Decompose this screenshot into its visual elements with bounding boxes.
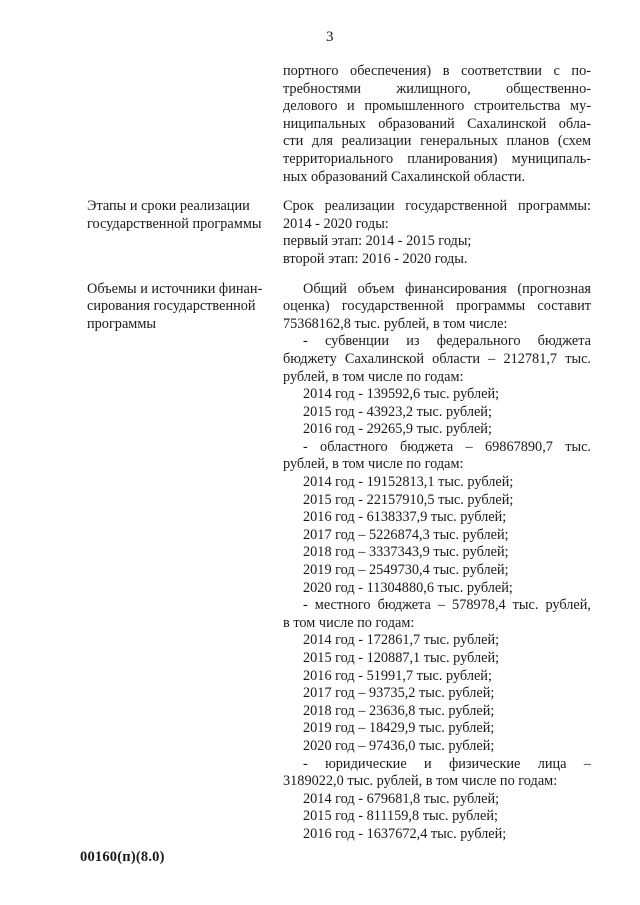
section-label-financing (87, 281, 283, 844)
text-line: 2014 год - 19152813,1 тыс. рублей; (303, 474, 514, 491)
text-line: 2017 год – 5226874,3 тыс. рублей; (303, 526, 509, 543)
page-number: 3 (326, 29, 334, 45)
text-line: бюджету Сахалинской области – 212781,7 тыс. (283, 350, 591, 367)
text-line: 2015 год - 120887,1 тыс. рублей; (303, 650, 500, 666)
text-line: требностями жилищного, общественно- (283, 80, 591, 97)
text-line: 2017 год – 93735,2 тыс. рублей; (303, 685, 495, 702)
text-line: сти для реализации генеральных планов (схем (283, 133, 591, 150)
text-line: 2015 год - 43923,2 тыс. рублей; (303, 403, 492, 420)
text-line: Общий объем финансирования (прогнозная (303, 280, 591, 297)
text-line: 2018 год – 23636,8 тыс. рублей; (303, 702, 495, 719)
section-label-stages (87, 198, 283, 268)
text-line: 2014 - 2020 годы: (283, 215, 389, 232)
text-line: 2016 год - 1637672,4 тыс. рублей; (303, 825, 507, 842)
section-row (87, 63, 591, 186)
label-line: программы (87, 315, 157, 332)
text-line: 2016 год - 6138337,9 тыс. рублей; (303, 509, 507, 526)
text-line: Срок реализации государственной программы: (283, 198, 591, 215)
text-line: 2016 год - 51991,7 тыс. рублей; (303, 667, 492, 684)
text-line: 2014 год - 172861,7 тыс. рублей; (303, 632, 500, 649)
text-line: 2018 год – 3337343,9 тыс. рублей; (303, 544, 509, 561)
text-line: - юридические и физические лица – (303, 755, 591, 772)
text-line: 2019 год – 2549730,4 тыс. рублей; (303, 562, 509, 579)
label-line: государственной программы (87, 215, 262, 232)
label-line: Этапы и сроки реализации (87, 198, 250, 215)
text-line: в том числе по годам: (283, 614, 415, 631)
text-line: рублей, в том числе по годам: (283, 456, 464, 473)
section-text-stages (283, 198, 591, 268)
footer-code: 00160(п)(8.0) (80, 849, 165, 865)
section-row (87, 281, 591, 844)
text-line: делового и промышленного строительства му- (283, 98, 591, 115)
text-line: оценка) государственной программы составит (283, 298, 591, 315)
label-line: сирования государственной (87, 298, 256, 315)
text-line: 3189022,0 тыс. рублей, в том числе по годам: (283, 773, 558, 790)
text-line: - субвенции из федерального бюджета (303, 333, 591, 350)
section-text-financing (283, 281, 591, 844)
text-line: ниципальных образований Сахалинской обла- (283, 115, 591, 132)
text-line: территориального планирования) муниципаль- (283, 150, 591, 167)
section-text (283, 63, 591, 186)
text-line: - областного бюджета – 69867890,7 тыс. (303, 438, 591, 455)
text-line: 2015 год - 811159,8 тыс. рублей; (303, 808, 499, 825)
text-line: - местного бюджета – 578978,4 тыс. рублей, (303, 597, 591, 614)
text-line: ных образований Сахалинской области. (283, 168, 526, 185)
text-line: 2020 год – 97436,0 тыс. рублей; (303, 737, 495, 754)
text-line: 2014 год - 139592,6 тыс. рублей; (303, 386, 500, 403)
text-line: 2014 год - 679681,8 тыс. рублей; (303, 790, 500, 807)
text-line: второй этап: 2016 - 2020 годы. (283, 250, 468, 267)
label-line: Объемы и источники финан- (87, 280, 263, 297)
text-line: 75368162,8 тыс. рублей, в том числе: (283, 315, 508, 332)
text-line: 2015 год - 22157910,5 тыс. рублей; (303, 491, 514, 508)
text-line: 2016 год - 29265,9 тыс. рублей; (303, 421, 492, 438)
text-line: первый этап: 2014 - 2015 годы; (283, 233, 472, 250)
document-body (87, 63, 591, 856)
text-line: 2020 год - 11304880,6 тыс. рублей; (303, 579, 513, 596)
section-row (87, 198, 591, 268)
section-label (87, 63, 283, 186)
text-line: 2019 год – 18429,9 тыс. рублей; (303, 720, 495, 737)
text-line: рублей, в том числе по годам: (283, 368, 464, 385)
text-line: портного обеспечения) в соответствии с по- (283, 63, 591, 79)
